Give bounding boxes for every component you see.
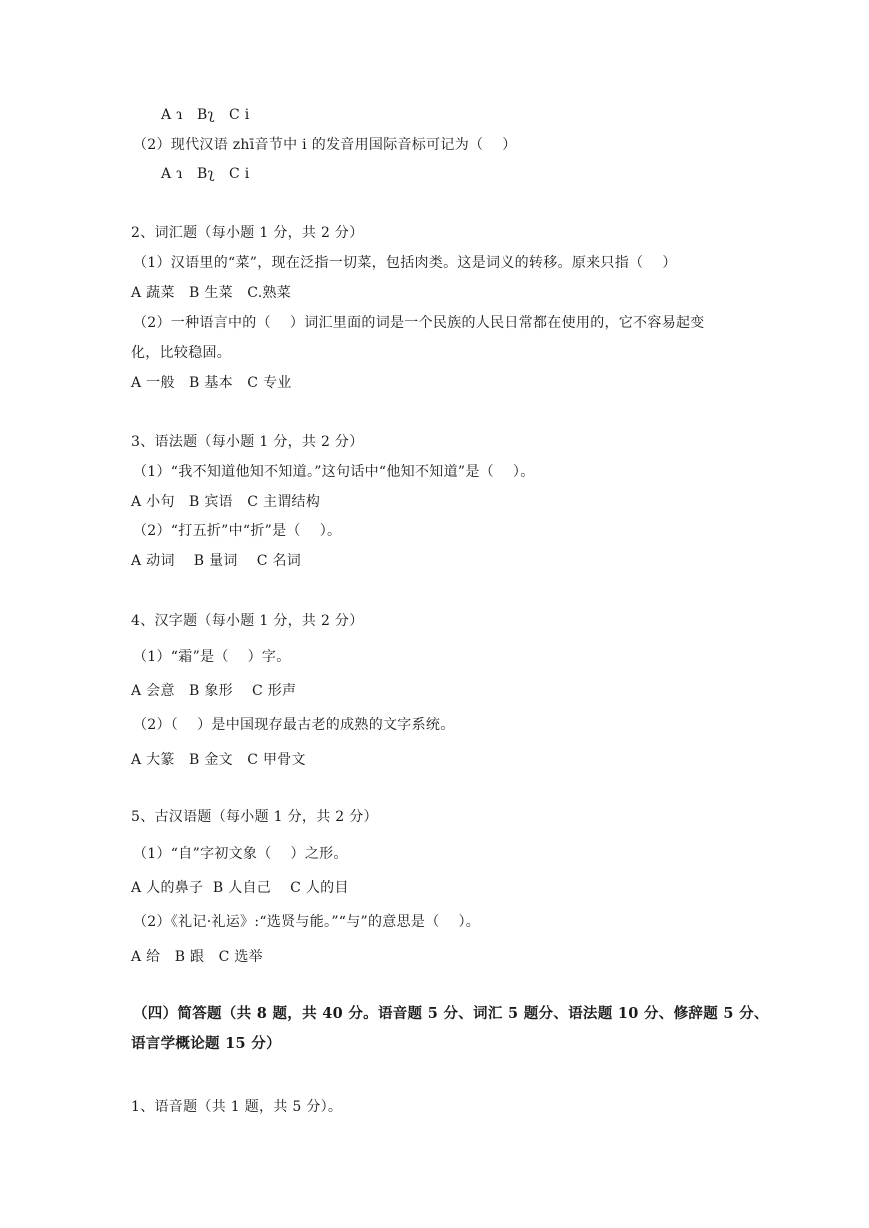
question-line: （1）“我不知道他知不知道。”这句话中“他知不知道”是（ ）。 bbox=[133, 464, 535, 480]
question-line: （2）“打五折”中“折”是（ ）。 bbox=[133, 523, 342, 539]
option-line: A 大篆 B 金文 C 甲骨文 bbox=[131, 752, 306, 768]
question-line: （2）《礼记·礼运》:“选贤与能。”“与”的意思是（ ）。 bbox=[133, 914, 481, 930]
section-heading: 2、词汇题（每小题 1 分，共 2 分） bbox=[131, 225, 364, 241]
part-heading-continued: 语言学概论题 15 分） bbox=[131, 1035, 281, 1052]
option-line: A ɿ Bʅ C i bbox=[161, 166, 250, 182]
option-line: A 动词 B 量词 C 名词 bbox=[131, 553, 302, 569]
option-line: A ɿ Bʅ C i bbox=[161, 107, 250, 123]
option-line: A 蔬菜 B 生菜 C.熟菜 bbox=[131, 285, 292, 301]
option-line: A 会意 B 象形 C 形声 bbox=[131, 683, 297, 699]
question-line: （2）一种语言中的（ ）词汇里面的词是一个民族的人民日常都在使用的，它不容易起变 bbox=[133, 315, 705, 331]
option-line: A 小句 B 宾语 C 主谓结构 bbox=[131, 494, 321, 510]
option-line: A 一般 B 基本 C 专业 bbox=[131, 375, 292, 391]
section-heading: 1、语音题（共 1 题，共 5 分）。 bbox=[131, 1099, 343, 1115]
question-line: （2）（ ）是中国现存最古老的成熟的文字系统。 bbox=[133, 717, 455, 733]
question-line: （1）“自”字初文象（ ）之形。 bbox=[133, 846, 348, 862]
part-heading: （四）简答题（共 8 题，共 40 分。语音题 5 分、词汇 5 题分、语法题 10 分、修辞题 5 分、 bbox=[133, 1005, 769, 1022]
section-heading: 3、语法题（每小题 1 分，共 2 分） bbox=[131, 434, 364, 450]
option-line: A 给 B 跟 C 选举 bbox=[131, 949, 263, 965]
section-heading: 5、古汉语题（每小题 1 分，共 2 分） bbox=[131, 809, 378, 825]
question-line-continued: 化，比较稳固。 bbox=[131, 345, 232, 361]
question-line: （1）汉语里的“菜”，现在泛指一切菜，包括肉类。这是词义的转移。原来只指（ ） bbox=[133, 255, 677, 271]
section-heading: 4、汉字题（每小题 1 分，共 2 分） bbox=[131, 613, 364, 629]
question-line: （1）“霜”是（ ）字。 bbox=[133, 649, 291, 665]
option-line: A 人的鼻子 B 人自己 C 人的目 bbox=[131, 880, 349, 896]
question-line: （2）现代汉语 zhī音节中 i 的发音用国际音标可记为（ ） bbox=[133, 137, 517, 153]
